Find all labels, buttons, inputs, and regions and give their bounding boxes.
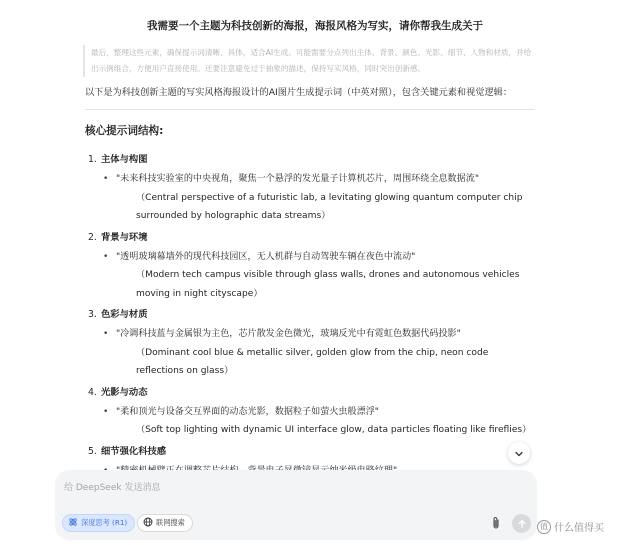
- item-title: 色彩与材质: [101, 309, 148, 320]
- list-item: [85, 152, 535, 226]
- paperclip-icon: [491, 515, 501, 534]
- item-bullet: [101, 325, 535, 381]
- item-title: 主体与构图: [101, 154, 148, 165]
- item-en-text: （Dominant cool blue & metallic silver, golden glow from the chip, neon code reflections on glass）: [136, 347, 489, 376]
- atom-icon: [68, 517, 78, 529]
- prompt-structure-list: [85, 152, 535, 499]
- item-title: 细节强化科技感: [101, 445, 167, 457]
- item-bullet: [101, 403, 535, 440]
- item-en-text: （Central perspective of a futuristic lab, a levitating glowing quantum computer chip surrounded by holographic data streams）: [136, 192, 523, 221]
- web-search-toggle[interactable]: [137, 514, 193, 532]
- conversation: [85, 18, 535, 503]
- message-input[interactable]: [64, 480, 464, 496]
- section-title: 核心提示词结构:: [85, 125, 164, 137]
- item-zh-text: • "冷调科技蓝与金属银为主色，芯片散发金色微光，玻璃反光中有霓虹色数据代码投影": [116, 329, 461, 339]
- list-item: [85, 230, 535, 304]
- arrow-up-icon: [517, 514, 527, 533]
- item-number: 5.: [88, 445, 97, 457]
- item-zh-text: • "柔和顶光与设备交互界面的动态光影，数据粒子如萤火虫般漂浮": [116, 406, 379, 417]
- item-bullet: [101, 248, 535, 304]
- web-search-label: 联网搜索: [156, 518, 185, 527]
- item-en-text: （Soft top lighting with dynamic UI interface glow, data particles floating like fireflies）: [136, 425, 532, 435]
- deep-think-label: 深度思考 (R1): [81, 518, 128, 527]
- site-watermark: [537, 519, 604, 534]
- list-item: [85, 385, 535, 440]
- item-number: 1.: [88, 154, 97, 165]
- item-bullet: [101, 170, 535, 226]
- list-item: [85, 307, 535, 381]
- item-title: 光影与动态: [101, 386, 148, 398]
- attach-file-button[interactable]: [489, 516, 503, 532]
- item-title: 背景与环境: [101, 231, 148, 243]
- divider: [85, 109, 535, 110]
- item-number: 3.: [88, 309, 97, 320]
- answer-intro: 以下是为科技创新主题的写实风格海报设计的AI图片生成提示词（中英对照），包含关键元素和视觉逻辑：: [85, 87, 513, 98]
- watermark-text: 什么值得买: [554, 523, 604, 534]
- item-number: 2.: [88, 231, 97, 243]
- item-en-text: （Modern tech campus visible through glass walls, drones and autonomous vehicles moving in night cityscape）: [136, 270, 520, 299]
- chevron-down-icon: [514, 444, 524, 463]
- user-message: 我需要一个主题为科技创新的海报，海报风格为写实，请你帮我生成关于: [147, 20, 483, 32]
- scroll-to-bottom-button[interactable]: [508, 442, 530, 464]
- item-zh-text: • "透明玻璃幕墙外的现代科技园区，无人机群与自动驾驶车辆在夜色中流动": [116, 251, 416, 262]
- send-button[interactable]: [512, 514, 531, 533]
- watermark-badge: 值: [537, 520, 551, 534]
- globe-icon: [143, 517, 153, 529]
- deep-think-toggle[interactable]: [62, 514, 135, 532]
- message-composer: [55, 470, 537, 540]
- thinking-summary: 最后，整理这些元素，确保提示词清晰、具体，适合AI生成。可能需要分点列出主体、背景、颜色、光影、细节、人物和材质，并给出示例组合，方便用户直接使用。还要注意避免过于抽象的描述，保持写实风格，同时突出创新感。: [83, 45, 535, 77]
- item-zh-text: • "未来科技实验室的中央视角，聚焦一个悬浮的发光量子计算机芯片，周围环绕全息数据流": [116, 174, 480, 184]
- item-number: 4.: [88, 386, 97, 398]
